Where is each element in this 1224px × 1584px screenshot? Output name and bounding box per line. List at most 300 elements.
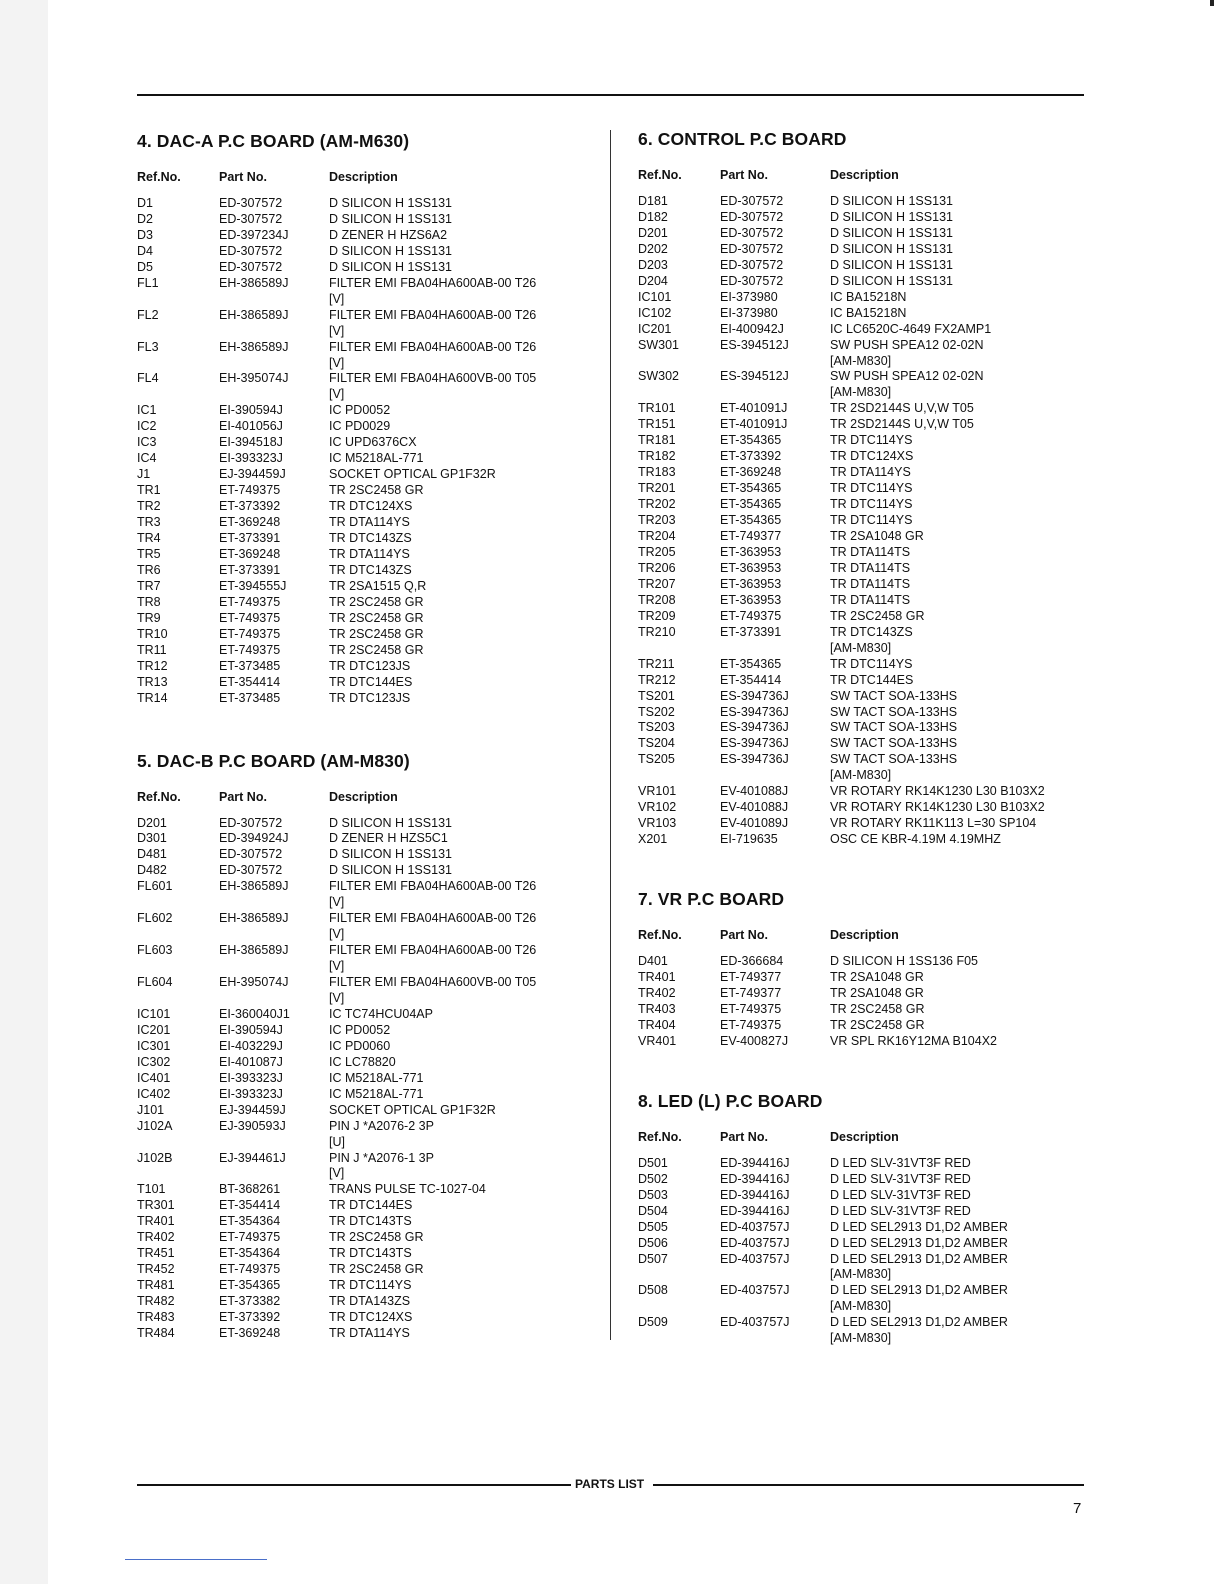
description: IC BA15218N [830, 305, 907, 320]
table-row [137, 627, 597, 643]
description: D LED SLV-31VT3F RED [830, 1171, 971, 1186]
part-no: ET-363953 [720, 544, 782, 559]
part-no: ET-373391 [219, 562, 281, 577]
ref-no: VR101 [638, 784, 677, 799]
table-row [638, 210, 1098, 226]
description: D LED SEL2913 D1,D2 AMBER [830, 1219, 1008, 1234]
table-row [638, 449, 1098, 465]
description-note: [AM-M830] [830, 1299, 892, 1314]
ref-no: SW301 [638, 337, 679, 352]
ref-no: TR207 [638, 576, 676, 591]
description: VR SPL RK16Y12MA B104X2 [830, 1033, 997, 1048]
part-no: ED-307572 [219, 863, 283, 878]
description: FILTER EMI FBA04HA600AB-00 T26 [329, 339, 537, 354]
ref-no: TR452 [137, 1262, 175, 1277]
ref-no: D504 [638, 1203, 668, 1218]
ref-no: TR101 [638, 401, 676, 416]
description: TR 2SD2144S U,V,W T05 [830, 401, 974, 416]
ref-no: IC301 [137, 1038, 171, 1053]
part-no: ED-403757J [720, 1283, 790, 1298]
table-row [638, 736, 1098, 752]
description: TR DTA114TS [830, 560, 911, 575]
table-row [137, 691, 597, 707]
description-note: [AM-M830] [830, 640, 892, 655]
table-header [638, 928, 1098, 944]
description: TR DTC124XS [830, 449, 914, 464]
ref-no: D203 [638, 257, 668, 272]
table-row [638, 954, 1098, 970]
ref-no: D201 [137, 815, 167, 830]
description: D LED SLV-31VT3F RED [830, 1203, 971, 1218]
table-row [137, 863, 597, 879]
description: IC TC74HCU04AP [329, 1006, 433, 1021]
part-no: ET-749375 [219, 642, 281, 657]
ref-no: TS202 [638, 704, 675, 719]
ref-no: TR402 [137, 1230, 175, 1245]
part-no: ET-369248 [219, 515, 281, 530]
table-row [137, 1119, 597, 1135]
description: SW TACT SOA-133HS [830, 704, 958, 719]
description-note: [AM-M830] [830, 353, 892, 368]
part-no: EH-386589J [219, 339, 289, 354]
part-no: ET-749377 [720, 970, 782, 985]
part-no: EI-403229J [219, 1038, 283, 1053]
description: TR 2SC2458 GR [830, 1017, 925, 1032]
description: TR 2SD2144S U,V,W T05 [830, 417, 974, 432]
part-no: EV-401089J [720, 816, 789, 831]
table-row [638, 1204, 1098, 1220]
description: D ZENER H HZS5C1 [329, 831, 448, 846]
bottom-link-underline [125, 1559, 267, 1560]
table-row [137, 531, 597, 547]
table-row [638, 561, 1098, 577]
ref-no: D509 [638, 1315, 668, 1330]
part-no: EI-373980 [720, 289, 778, 304]
description: SW TACT SOA-133HS [830, 720, 958, 735]
table-header [137, 790, 597, 806]
part-no: ET-749375 [219, 594, 281, 609]
description: PIN J *A2076-2 3P [329, 1118, 434, 1133]
part-no: ET-401091J [720, 401, 788, 416]
ref-no: TR402 [638, 985, 676, 1000]
table-row [137, 228, 597, 244]
ref-no: TR212 [638, 672, 676, 687]
description: TR DTC114YS [830, 433, 913, 448]
ref-no: FL1 [137, 275, 159, 290]
ref-no: D202 [638, 241, 668, 256]
part-no: ED-394416J [720, 1171, 790, 1186]
table-row [137, 1278, 597, 1294]
ref-no: J102B [137, 1150, 173, 1165]
ref-no: TR14 [137, 690, 168, 705]
ref-no: IC3 [137, 435, 157, 450]
ref-no: D181 [638, 194, 668, 208]
ref-no: FL603 [137, 943, 173, 958]
part-no: ET-749377 [720, 985, 782, 1000]
description: TR 2SC2458 GR [329, 1262, 424, 1277]
column-divider [610, 130, 611, 1340]
part-no: ET-354365 [720, 481, 782, 496]
part-no: ES-394512J [720, 337, 789, 352]
table-row [638, 657, 1098, 673]
description: TR DTC143ZS [830, 624, 913, 639]
table-row [638, 816, 1098, 832]
section-title: 8. LED (L) P.C BOARD [638, 1090, 823, 1111]
table-row [137, 675, 597, 691]
part-no: EH-395074J [219, 371, 289, 386]
part-no: EH-386589J [219, 879, 289, 894]
table-row [137, 831, 597, 847]
description: D ZENER H HZS6A2 [329, 227, 448, 242]
description: SW TACT SOA-133HS [830, 736, 958, 751]
header-part: Part No. [219, 789, 267, 804]
ref-no: J101 [137, 1102, 165, 1117]
description: D LED SEL2913 D1,D2 AMBER [830, 1251, 1008, 1266]
ref-no: D201 [638, 225, 668, 240]
part-no: ET-373382 [219, 1294, 281, 1309]
part-no: EH-386589J [219, 275, 289, 290]
table-row [137, 1294, 597, 1310]
table-row [638, 1018, 1098, 1034]
ref-no: TR484 [137, 1326, 175, 1340]
ref-no: IC401 [137, 1070, 171, 1085]
table-row [137, 816, 597, 832]
description-note: [V] [329, 959, 345, 974]
description: IC M5218AL-771 [329, 451, 424, 466]
ref-no: IC4 [137, 451, 157, 466]
table-row [137, 483, 597, 499]
description: TR DTC124XS [329, 499, 413, 514]
description: IC LC78820 [329, 1054, 396, 1069]
ref-no: FL3 [137, 339, 159, 354]
description: D LED SEL2913 D1,D2 AMBER [830, 1235, 1008, 1250]
part-no: ET-354365 [720, 656, 782, 671]
ref-no: D482 [137, 863, 167, 878]
part-no: ES-394736J [720, 736, 789, 751]
ref-no: D204 [638, 273, 668, 288]
table-row [638, 784, 1098, 800]
section-dac-a [137, 130, 597, 707]
description: TR DTC114YS [830, 481, 913, 496]
table-row [638, 258, 1098, 274]
description: TR DTC144ES [329, 674, 413, 689]
table-row [638, 465, 1098, 481]
table-row [137, 547, 597, 563]
footer-rule-left [137, 1484, 571, 1486]
header-ref: Ref.No. [638, 928, 682, 943]
table-row [137, 1071, 597, 1087]
ref-no: TR301 [137, 1198, 175, 1213]
table-row [638, 481, 1098, 497]
ref-no: T101 [137, 1182, 166, 1197]
ref-no: TR12 [137, 658, 168, 673]
description: TR 2SC2458 GR [830, 1001, 925, 1016]
table-row [137, 276, 597, 292]
ref-no: IC101 [638, 289, 672, 304]
description: IC PD0052 [329, 1022, 391, 1037]
ref-no: TR4 [137, 531, 161, 546]
part-no: EI-390594J [219, 1022, 283, 1037]
part-no: ET-749377 [720, 529, 782, 544]
table-row [638, 1034, 1098, 1050]
table-row [137, 1007, 597, 1023]
description: D LED SLV-31VT3F RED [830, 1187, 971, 1202]
ref-no: TR211 [638, 656, 675, 671]
part-no: ES-394736J [720, 752, 789, 767]
ref-no: J1 [137, 467, 151, 482]
part-no: ED-307572 [219, 847, 283, 862]
ref-no: FL604 [137, 975, 173, 990]
ref-no: X201 [638, 832, 668, 847]
description-note: [V] [329, 323, 345, 338]
description: TR DTC143ZS [329, 562, 412, 577]
table-row [638, 401, 1098, 417]
table-row [638, 1220, 1098, 1236]
description: D SILICON H 1SS131 [329, 847, 452, 862]
ref-no: TR13 [137, 674, 168, 689]
description-note: [V] [329, 1166, 345, 1181]
part-no: ED-403757J [720, 1219, 790, 1234]
table-row [137, 579, 597, 595]
part-no: ET-749375 [219, 626, 281, 641]
description: TR DTA114TS [830, 576, 911, 591]
table-row [638, 577, 1098, 593]
ref-no: D1 [137, 196, 153, 210]
header-ref: Ref.No. [638, 1129, 682, 1144]
ref-no: TR403 [638, 1001, 676, 1016]
table-row [638, 593, 1098, 609]
table-row [638, 338, 1098, 354]
part-no: ED-307572 [720, 225, 784, 240]
part-no: ET-369248 [219, 546, 281, 561]
table-row [137, 1310, 597, 1326]
ref-no: D503 [638, 1187, 668, 1202]
description: IC M5218AL-771 [329, 1070, 424, 1085]
description: SW PUSH SPEA12 02-02N [830, 369, 984, 384]
ref-no: D501 [638, 1155, 668, 1170]
part-no: ET-354364 [219, 1214, 281, 1229]
part-no: EV-400827J [720, 1033, 789, 1048]
ref-no: TR401 [137, 1214, 175, 1229]
part-no: EI-390594J [219, 403, 283, 418]
description: D LED SLV-31VT3F RED [830, 1155, 971, 1170]
part-no: ET-354364 [219, 1246, 281, 1261]
description: TR DTC143TS [329, 1214, 412, 1229]
table-row [638, 625, 1098, 641]
ref-no: FL4 [137, 371, 159, 386]
part-no: ED-307572 [720, 209, 784, 224]
ref-no: D182 [638, 209, 668, 224]
table-row [137, 643, 597, 659]
description: TR DTA114YS [830, 465, 911, 480]
part-no: ET-354414 [219, 1198, 281, 1213]
description: D SILICON H 1SS131 [830, 257, 953, 272]
description: D SILICON H 1SS131 [329, 863, 452, 878]
table-row [638, 705, 1098, 721]
table-row [638, 609, 1098, 625]
part-no: ED-366684 [720, 954, 784, 969]
description: TR DTC114YS [329, 1278, 412, 1293]
table-row [137, 371, 597, 387]
section-led [638, 1090, 1098, 1347]
description: D SILICON H 1SS131 [830, 273, 953, 288]
part-no: ED-307572 [219, 815, 283, 830]
table-row [137, 943, 597, 959]
part-no: ED-403757J [720, 1315, 790, 1330]
ref-no: D2 [137, 211, 153, 226]
part-no: ET-373392 [219, 499, 281, 514]
part-no: BT-368261 [219, 1182, 281, 1197]
description-note: [AM-M830] [830, 1331, 892, 1346]
description-note: [V] [329, 291, 345, 306]
description: TR DTC143ZS [329, 531, 412, 546]
ref-no: TR203 [638, 513, 676, 528]
ref-no: TR210 [638, 624, 676, 639]
ref-no: IC102 [638, 305, 672, 320]
ref-no: FL602 [137, 911, 173, 926]
ref-no: D502 [638, 1171, 668, 1186]
description: IC PD0052 [329, 403, 391, 418]
ref-no: TR7 [137, 578, 161, 593]
table-row [137, 1246, 597, 1262]
table-row [638, 306, 1098, 322]
description: D SILICON H 1SS131 [329, 259, 452, 274]
table-row [137, 340, 597, 356]
parts-table [638, 1156, 1098, 1347]
ref-no: TR2 [137, 499, 161, 514]
description: IC PD0060 [329, 1038, 391, 1053]
description-note: [U] [329, 1134, 345, 1149]
ref-no: SW302 [638, 369, 679, 384]
ref-no: IC2 [137, 419, 157, 434]
part-no: EV-401088J [720, 784, 789, 799]
part-no: ED-307572 [720, 257, 784, 272]
table-row [137, 403, 597, 419]
description: TR 2SC2458 GR [329, 642, 424, 657]
ref-no: TR481 [137, 1278, 175, 1293]
table-row [137, 419, 597, 435]
header-desc: Description [830, 168, 899, 182]
description: D SILICON H 1SS131 [329, 196, 452, 210]
description: TR DTC114YS [830, 656, 913, 671]
description: TR 2SC2458 GR [329, 483, 424, 498]
description: FILTER EMI FBA04HA600AB-00 T26 [329, 275, 537, 290]
ref-no: D506 [638, 1235, 668, 1250]
table-row [638, 529, 1098, 545]
ref-no: VR103 [638, 816, 677, 831]
description: D SILICON H 1SS131 [329, 211, 452, 226]
part-no: EH-386589J [219, 943, 289, 958]
ref-no: D401 [638, 954, 668, 969]
table-header [638, 168, 1098, 184]
ref-no: D505 [638, 1219, 668, 1234]
table-row [638, 369, 1098, 385]
description: D SILICON H 1SS131 [830, 225, 953, 240]
footer-label: PARTS LIST [575, 1477, 645, 1491]
part-no: ED-307572 [219, 196, 283, 210]
part-no: ET-373485 [219, 690, 281, 705]
table-row [638, 752, 1098, 768]
part-no: EI-394518J [219, 435, 283, 450]
parts-table [137, 196, 597, 707]
header-desc: Description [830, 1129, 899, 1144]
table-row [137, 611, 597, 627]
section-control [638, 128, 1098, 848]
ref-no: TS204 [638, 736, 675, 751]
ref-no: TR11 [137, 642, 167, 657]
ref-no: FL2 [137, 307, 159, 322]
section-title: 5. DAC-B P.C BOARD (AM-M830) [137, 750, 410, 771]
description: TR DTA114TS [830, 544, 911, 559]
ref-no: TR483 [137, 1310, 175, 1325]
table-row [137, 435, 597, 451]
part-no: EI-401087J [219, 1054, 283, 1069]
part-no: ED-403757J [720, 1235, 790, 1250]
description: D SILICON H 1SS131 [830, 194, 953, 208]
description: TR DTC114YS [830, 513, 913, 528]
table-row [137, 1055, 597, 1071]
left-column [137, 130, 597, 1342]
table-row [137, 1103, 597, 1119]
part-no: EI-393323J [219, 1070, 283, 1085]
ref-no: TR482 [137, 1294, 175, 1309]
footer-rule-right [653, 1484, 1084, 1486]
description: D SILICON H 1SS131 [830, 209, 953, 224]
part-no: ED-397234J [219, 227, 289, 242]
part-no: ET-363953 [720, 576, 782, 591]
parts-table [638, 194, 1098, 848]
table-row [638, 1315, 1098, 1331]
part-no: ET-373392 [720, 449, 782, 464]
table-row [137, 1230, 597, 1246]
table-row [137, 1326, 597, 1342]
part-no: ET-369248 [219, 1326, 281, 1340]
table-row [638, 497, 1098, 513]
table-row [638, 1236, 1098, 1252]
description-note: [AM-M830] [830, 385, 892, 400]
part-no: ED-403757J [720, 1251, 790, 1266]
part-no: ET-369248 [720, 465, 782, 480]
part-no: EJ-394461J [219, 1150, 286, 1165]
table-row [638, 800, 1098, 816]
part-no: ES-394512J [720, 369, 789, 384]
table-row [638, 1156, 1098, 1172]
part-no: ED-307572 [720, 194, 784, 208]
ref-no: TR205 [638, 544, 676, 559]
description-note: [V] [329, 895, 345, 910]
table-row [638, 433, 1098, 449]
table-row [638, 194, 1098, 210]
part-no: ET-749375 [219, 483, 281, 498]
description: TR DTA114TS [830, 592, 911, 607]
header-part: Part No. [720, 928, 768, 943]
ref-no: IC101 [137, 1006, 171, 1021]
table-row [638, 513, 1098, 529]
part-no: ET-373391 [219, 531, 281, 546]
part-no: ED-307572 [219, 243, 283, 258]
ref-no: IC302 [137, 1054, 171, 1069]
part-no: ED-307572 [720, 241, 784, 256]
table-header [137, 170, 597, 186]
description: FILTER EMI FBA04HA600VB-00 T05 [329, 975, 537, 990]
part-no: ET-354365 [219, 1278, 281, 1293]
description-note: [AM-M830] [830, 1267, 892, 1282]
description: OSC CE KBR-4.19M 4.19MHZ [830, 832, 1001, 847]
part-no: EJ-394459J [219, 467, 286, 482]
ref-no: TR201 [638, 481, 676, 496]
table-row [638, 1002, 1098, 1018]
ref-no: TR202 [638, 497, 676, 512]
